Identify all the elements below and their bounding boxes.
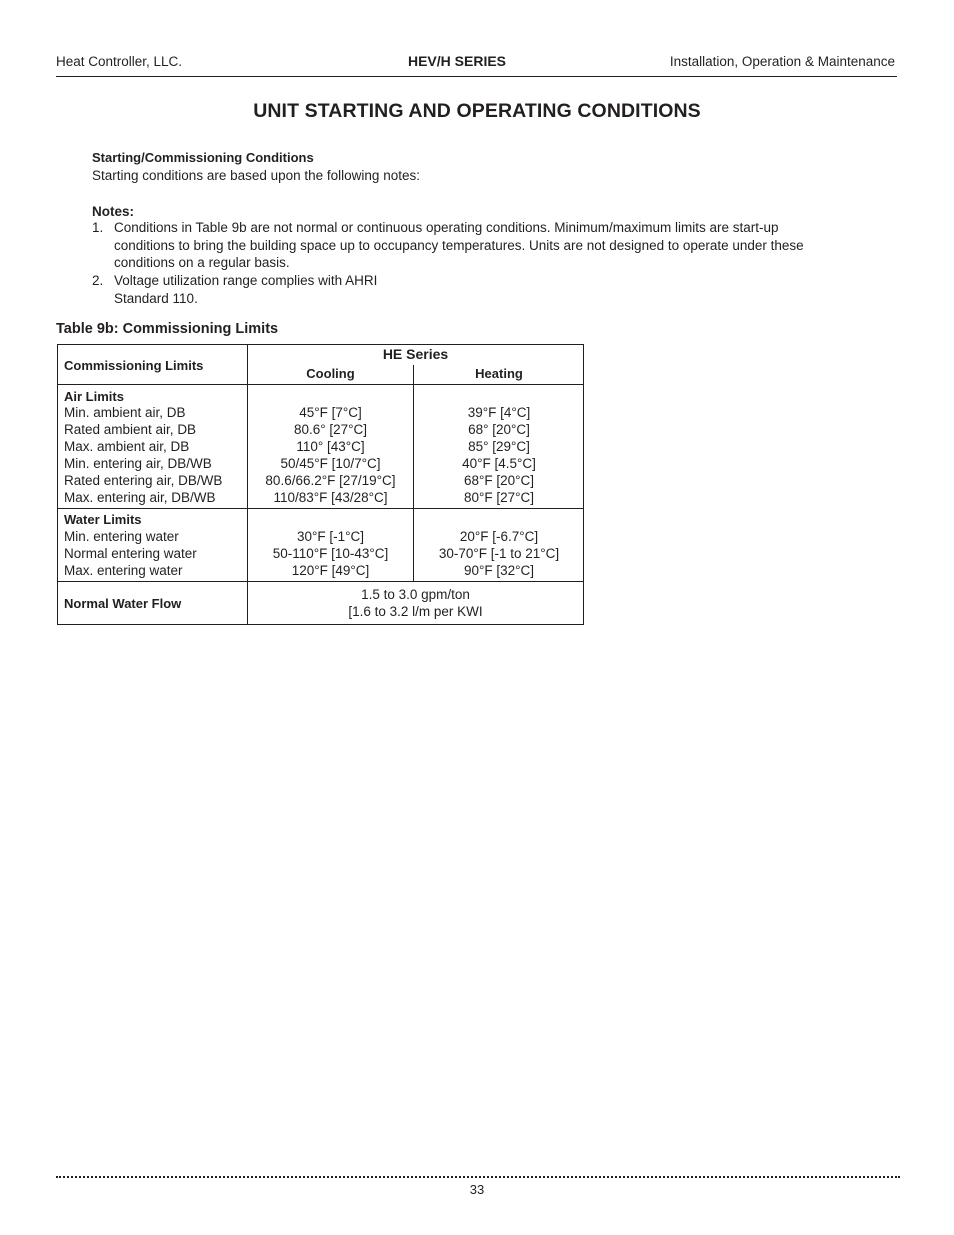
header-doc-type: Installation, Operation & Maintenance	[669, 54, 895, 69]
heating-value: 85° [29°C]	[468, 439, 530, 454]
section-heading-air-limits: Air Limits	[64, 389, 124, 404]
column-header-cooling: Cooling	[306, 366, 355, 381]
row-label: Min. entering water	[64, 529, 179, 544]
row-label: Rated entering air, DB/WB	[64, 473, 223, 488]
heating-value: 68°F [20°C]	[463, 473, 535, 488]
row-label: Normal entering water	[64, 546, 197, 561]
row-label: Min. entering air, DB/WB	[64, 456, 212, 471]
starting-text: Starting conditions are based upon the following notes:	[92, 168, 420, 183]
heating-value: 30-70°F [-1 to 21°C]	[438, 546, 560, 561]
column-header-commissioning-limits: Commissioning Limits	[64, 358, 204, 373]
header-company: Heat Controller, LLC.	[56, 54, 183, 69]
row-label: Max. entering air, DB/WB	[64, 490, 216, 505]
table-divider	[58, 384, 583, 385]
row-label: Max. entering water	[64, 563, 183, 578]
column-group-he-series: HE Series	[382, 346, 449, 362]
water-flow-value-metric: [1.6 to 3.2 l/m per KWI	[348, 604, 483, 619]
note-text: Conditions in Table 9b are not normal or continuous operating conditions. Minimum/maximum limits are start-up conditions to bring the building space up to occupancy temperatures. Units are not designed to operate under these conditions on a regular basis.	[114, 220, 804, 270]
water-flow-value: 1.5 to 3.0 gpm/ton	[361, 587, 470, 602]
heating-value: 90°F [32°C]	[463, 563, 535, 578]
note-number: 2.	[92, 273, 104, 288]
notes-heading: Notes:	[92, 204, 135, 219]
heating-value: 20°F [-6.7°C]	[459, 529, 539, 544]
cooling-value: 45°F [7°C]	[299, 405, 362, 420]
heating-value: 68° [20°C]	[468, 422, 530, 437]
page-number: 33	[469, 1182, 485, 1197]
starting-heading: Starting/Commissioning Conditions	[92, 150, 314, 165]
footer-divider	[56, 1176, 900, 1178]
row-label: Rated ambient air, DB	[64, 422, 197, 437]
cooling-value: 80.6/66.2°F [27/19°C]	[265, 473, 396, 488]
note-text: Voltage utilization range complies with AHRI Standard 110.	[114, 273, 378, 306]
heating-value: 39°F [4°C]	[467, 405, 531, 420]
cooling-value: 80.6° [27°C]	[293, 422, 368, 437]
cooling-value: 50/45°F [10/7°C]	[280, 456, 381, 471]
commissioning-limits-table	[57, 344, 584, 625]
cooling-value: 120°F [49°C]	[291, 563, 370, 578]
page-title: UNIT STARTING AND OPERATING CONDITIONS	[253, 100, 701, 122]
header-series: HEV/H SERIES	[407, 53, 507, 69]
table-divider	[58, 581, 583, 582]
section-heading-water-limits: Water Limits	[64, 512, 142, 527]
header-divider	[56, 76, 897, 77]
cooling-value: 50-110°F [10-43°C]	[272, 546, 389, 561]
row-label-normal-water-flow: Normal Water Flow	[64, 596, 182, 611]
heating-value: 40°F [4.5°C]	[462, 456, 536, 471]
row-label: Max. ambient air, DB	[64, 439, 190, 454]
row-label: Min. ambient air, DB	[64, 405, 186, 420]
heating-value: 80°F [27°C]	[463, 490, 535, 505]
cooling-value: 110° [43°C]	[296, 439, 365, 454]
table-divider	[58, 508, 583, 509]
table-caption: Table 9b: Commissioning Limits	[56, 321, 279, 337]
column-header-heating: Heating	[475, 366, 523, 381]
cooling-value: 110/83°F [43/28°C]	[273, 490, 388, 505]
cooling-value: 30°F [-1°C]	[296, 529, 365, 544]
note-number: 1.	[92, 220, 104, 235]
